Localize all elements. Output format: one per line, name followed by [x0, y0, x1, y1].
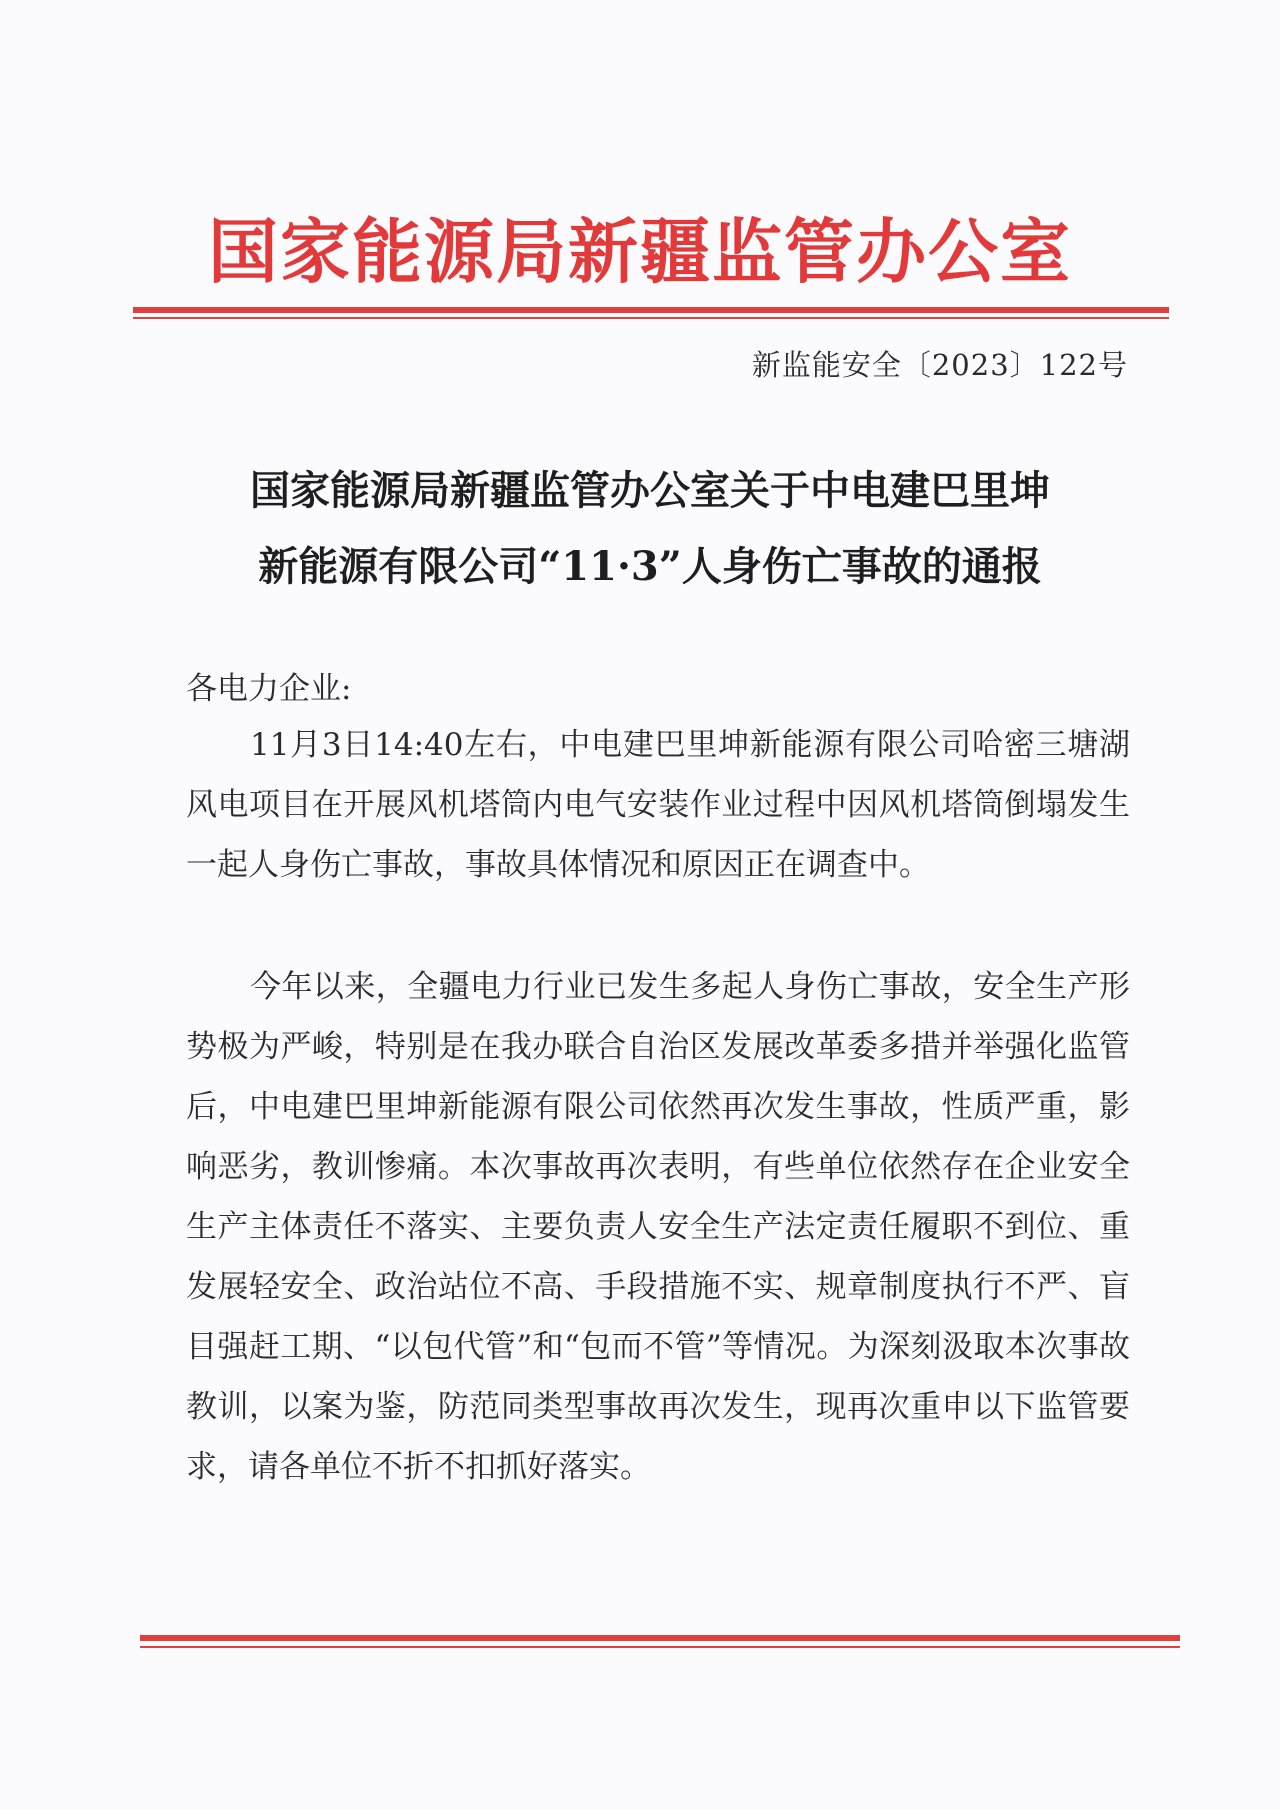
footer-red-rule-thick: [140, 1635, 1180, 1641]
masthead-red-rule-thick: [133, 307, 1169, 313]
document-number: 新监能安全〔2023〕122号: [751, 348, 1128, 382]
issuer-masthead: 国家能源局新疆监管办公室: [208, 211, 1072, 293]
body-paragraph-1: 11月3日14:40左右，中电建巴里坤新能源有限公司哈密三塘湖风电项目在开展风机塔筒内电气安装作业过程中因风机塔筒倒塌发生一起人身伤亡事故，事故具体情况和原因正在调查中。: [186, 727, 1130, 883]
body-paragraph-2: 今年以来，全疆电力行业已发生多起人身伤亡事故，安全生产形势极为严峻，特别是在我办联合自治区发展改革委多措并举强化监管后，中电建巴里坤新能源有限公司依然再次发生事故，性质严重，影响恶劣，教训惨痛。本次事故再次表明，有些单位依然存在企业安全生产主体责任不落实、主要负责人安全生产法定责任履职不到位、重发展轻安全、政治站位不高、手段措施不实、规章制度执行不严、盲目强赶工期、“以包代管”和“包而不管”等情况。为深刻汲取本次事故教训，以案为鉴，防范同类型事故再次发生，现再次重申以下监管要求，请各单位不折不扣抓好落实。: [186, 969, 1130, 1485]
footer-red-rule-thin: [140, 1646, 1180, 1648]
masthead-red-rule-thin: [133, 317, 1169, 319]
salutation: 各电力企业:: [186, 671, 352, 707]
title-line-1: 国家能源局新疆监管办公室关于中电建巴里坤: [250, 467, 1050, 514]
document-title: [170, 453, 1130, 605]
title-line-2: 新能源有限公司“11·3”人身伤亡事故的通报: [258, 543, 1042, 590]
